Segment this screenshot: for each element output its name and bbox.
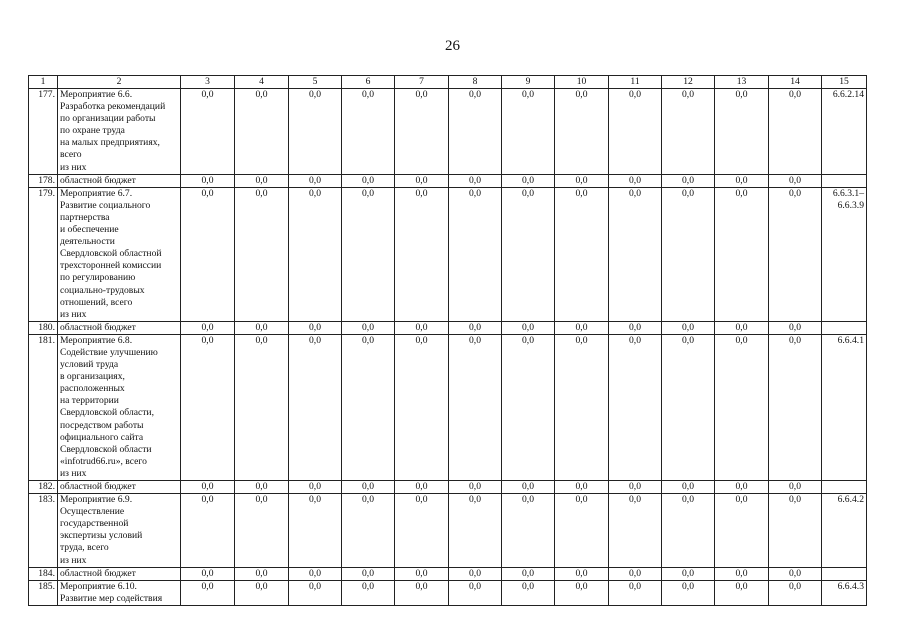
description-line: по охране труда [60,125,125,137]
target-code [822,321,867,334]
value-cell: 0,0 [769,481,822,494]
description-line: Мероприятие 6.9. [60,494,133,506]
value-cell: 0,0 [181,481,235,494]
description-line: Свердловской областной [60,248,162,260]
column-header: 9 [502,76,555,89]
target-code [822,174,867,187]
column-header: 5 [289,76,342,89]
value-cell: 0,0 [289,187,342,321]
value-cell: 0,0 [769,580,822,605]
value-cell: 0,0 [449,174,502,187]
value-cell: 0,0 [395,481,449,494]
value-cell: 0,0 [235,481,289,494]
value-cell: 0,0 [449,334,502,480]
description-line: и обеспечение [60,224,119,236]
description-line: из них [60,467,87,479]
value-cell: 0,0 [662,494,715,568]
value-cell: 0,0 [502,567,555,580]
column-number-row [29,76,867,89]
column-header: 12 [662,76,715,89]
value-cell: 0,0 [715,567,769,580]
value-cell: 0,0 [502,481,555,494]
table-row [29,494,867,568]
description-line: деятельности [60,236,115,248]
value-cell: 0,0 [342,580,395,605]
row-description [58,89,181,175]
value-cell: 0,0 [502,89,555,175]
value-cell: 0,0 [342,481,395,494]
row-number: 178. [29,174,58,187]
column-header: 4 [235,76,289,89]
row-number: 180. [29,321,58,334]
target-code [822,481,867,494]
value-cell: 0,0 [289,494,342,568]
description-line: трехсторонней комиссии [60,260,162,272]
value-cell: 0,0 [662,187,715,321]
value-cell: 0,0 [395,580,449,605]
description-line: Свердловской области, [60,407,154,419]
value-cell: 0,0 [449,187,502,321]
description-line: областной бюджет [60,174,136,186]
value-cell: 0,0 [449,567,502,580]
value-cell: 0,0 [395,494,449,568]
value-cell: 0,0 [181,187,235,321]
table-row [29,567,867,580]
value-cell: 0,0 [715,334,769,480]
row-description [58,567,181,580]
value-cell: 0,0 [502,494,555,568]
column-header: 3 [181,76,235,89]
value-cell: 0,0 [449,580,502,605]
value-cell: 0,0 [609,567,662,580]
description-line: Мероприятие 6.7. [60,187,133,199]
value-cell: 0,0 [609,174,662,187]
value-cell: 0,0 [609,334,662,480]
value-cell: 0,0 [609,481,662,494]
row-number: 182. [29,481,58,494]
value-cell: 0,0 [181,321,235,334]
value-cell: 0,0 [342,567,395,580]
target-code: 6.6.4.1 [822,334,867,480]
table-row [29,187,867,321]
description-line: Мероприятие 6.6. [60,89,133,100]
description-line: из них [60,161,87,173]
value-cell: 0,0 [555,187,609,321]
value-cell: 0,0 [662,334,715,480]
value-cell: 0,0 [769,187,822,321]
value-cell: 0,0 [555,567,609,580]
value-cell: 0,0 [395,174,449,187]
description-line: Развитие мер содействия [60,592,163,604]
value-cell: 0,0 [235,187,289,321]
value-cell: 0,0 [181,334,235,480]
description-line: условий труда [60,359,119,371]
value-cell: 0,0 [235,321,289,334]
description-line: по регулированию [60,272,136,284]
value-cell: 0,0 [609,580,662,605]
value-cell: 0,0 [502,334,555,480]
description-line: областной бюджет [60,567,136,579]
column-header: 10 [555,76,609,89]
value-cell: 0,0 [235,174,289,187]
description-line: отношений, всего [60,296,133,308]
value-cell: 0,0 [342,89,395,175]
description-line: посредством работы [60,419,144,431]
target-code: 6.6.2.14 [822,89,867,175]
description-line: экспертизы условий [60,530,143,542]
value-cell: 0,0 [395,321,449,334]
value-cell: 0,0 [555,89,609,175]
description-line: партнерства [60,211,110,223]
value-cell: 0,0 [181,494,235,568]
row-number: 179. [29,187,58,321]
row-number: 181. [29,334,58,480]
row-description [58,187,181,321]
description-line: областной бюджет [60,321,136,333]
value-cell: 0,0 [609,494,662,568]
value-cell: 0,0 [181,89,235,175]
value-cell: 0,0 [181,580,235,605]
value-cell: 0,0 [502,174,555,187]
description-line: Содействие улучшению [60,346,158,358]
value-cell: 0,0 [555,481,609,494]
row-number: 183. [29,494,58,568]
description-line: официального сайта [60,431,144,443]
value-cell: 0,0 [235,334,289,480]
value-cell: 0,0 [769,494,822,568]
table-row [29,334,867,480]
value-cell: 0,0 [555,321,609,334]
value-cell: 0,0 [449,494,502,568]
row-number: 185. [29,580,58,605]
description-line: Мероприятие 6.10. [60,580,137,592]
row-number: 177. [29,89,58,175]
description-line: «infotrud66.ru», всего [60,455,147,467]
row-description [58,494,181,568]
value-cell: 0,0 [715,174,769,187]
row-description [58,321,181,334]
value-cell: 0,0 [449,321,502,334]
target-code: 6.6.4.2 [822,494,867,568]
table-row [29,321,867,334]
value-cell: 0,0 [181,174,235,187]
table-row [29,580,867,605]
value-cell: 0,0 [715,580,769,605]
description-line: в организациях, [60,371,125,383]
value-cell: 0,0 [715,481,769,494]
value-cell: 0,0 [502,580,555,605]
value-cell: 0,0 [662,567,715,580]
column-header: 13 [715,76,769,89]
value-cell: 0,0 [395,89,449,175]
target-code: 6.6.3.1– 6.6.3.9 [822,187,867,321]
column-header: 14 [769,76,822,89]
column-header: 11 [609,76,662,89]
description-line: Развитие социального [60,199,151,211]
description-line: расположенных [60,383,125,395]
description-line: Разработка рекомендаций [60,101,166,113]
value-cell: 0,0 [662,174,715,187]
value-cell: 0,0 [449,481,502,494]
value-cell: 0,0 [662,321,715,334]
description-line: на малых предприятиях, [60,137,160,149]
value-cell: 0,0 [289,580,342,605]
value-cell: 0,0 [395,567,449,580]
column-header: 2 [58,76,181,89]
value-cell: 0,0 [289,334,342,480]
budget-table [28,75,867,606]
column-header: 7 [395,76,449,89]
value-cell: 0,0 [342,187,395,321]
target-code [822,567,867,580]
value-cell: 0,0 [235,567,289,580]
value-cell: 0,0 [235,580,289,605]
value-cell: 0,0 [662,89,715,175]
description-line: на территории [60,395,119,407]
value-cell: 0,0 [555,580,609,605]
value-cell: 0,0 [502,321,555,334]
table-row [29,174,867,187]
value-cell: 0,0 [289,174,342,187]
value-cell: 0,0 [662,580,715,605]
row-description [58,334,181,480]
value-cell: 0,0 [555,174,609,187]
description-line: областной бюджет [60,481,136,492]
value-cell: 0,0 [181,567,235,580]
description-line: по организации работы [60,113,156,125]
description-line: труда, всего [60,542,109,554]
value-cell: 0,0 [342,174,395,187]
value-cell: 0,0 [449,89,502,175]
value-cell: 0,0 [769,334,822,480]
value-cell: 0,0 [715,494,769,568]
value-cell: 0,0 [769,174,822,187]
value-cell: 0,0 [395,187,449,321]
value-cell: 0,0 [555,334,609,480]
value-cell: 0,0 [662,481,715,494]
description-line: Мероприятие 6.8. [60,334,133,346]
value-cell: 0,0 [769,89,822,175]
table-row [29,89,867,175]
value-cell: 0,0 [609,187,662,321]
value-cell: 0,0 [502,187,555,321]
value-cell: 0,0 [289,321,342,334]
row-number: 184. [29,567,58,580]
value-cell: 0,0 [395,334,449,480]
value-cell: 0,0 [342,321,395,334]
value-cell: 0,0 [609,321,662,334]
column-header: 1 [29,76,58,89]
column-header: 6 [342,76,395,89]
description-line: всего [60,149,82,161]
value-cell: 0,0 [555,494,609,568]
value-cell: 0,0 [289,89,342,175]
value-cell: 0,0 [289,481,342,494]
column-header: 15 [822,76,867,89]
column-header: 8 [449,76,502,89]
target-code: 6.6.4.3 [822,580,867,605]
value-cell: 0,0 [289,567,342,580]
value-cell: 0,0 [715,187,769,321]
description-line: Осуществление [60,506,125,518]
description-line: из них [60,308,87,320]
value-cell: 0,0 [235,89,289,175]
value-cell: 0,0 [715,321,769,334]
row-description [58,481,181,494]
value-cell: 0,0 [342,334,395,480]
description-line: государственной [60,518,129,530]
row-description [58,580,181,605]
value-cell: 0,0 [609,89,662,175]
value-cell: 0,0 [715,89,769,175]
value-cell: 0,0 [235,494,289,568]
description-line: из них [60,554,87,566]
value-cell: 0,0 [769,567,822,580]
table-row [29,481,867,494]
row-description [58,174,181,187]
description-line: социально-трудовых [60,284,145,296]
value-cell: 0,0 [342,494,395,568]
page-number: 26 [445,38,460,54]
value-cell: 0,0 [769,321,822,334]
description-line: Свердловской области [60,443,152,455]
